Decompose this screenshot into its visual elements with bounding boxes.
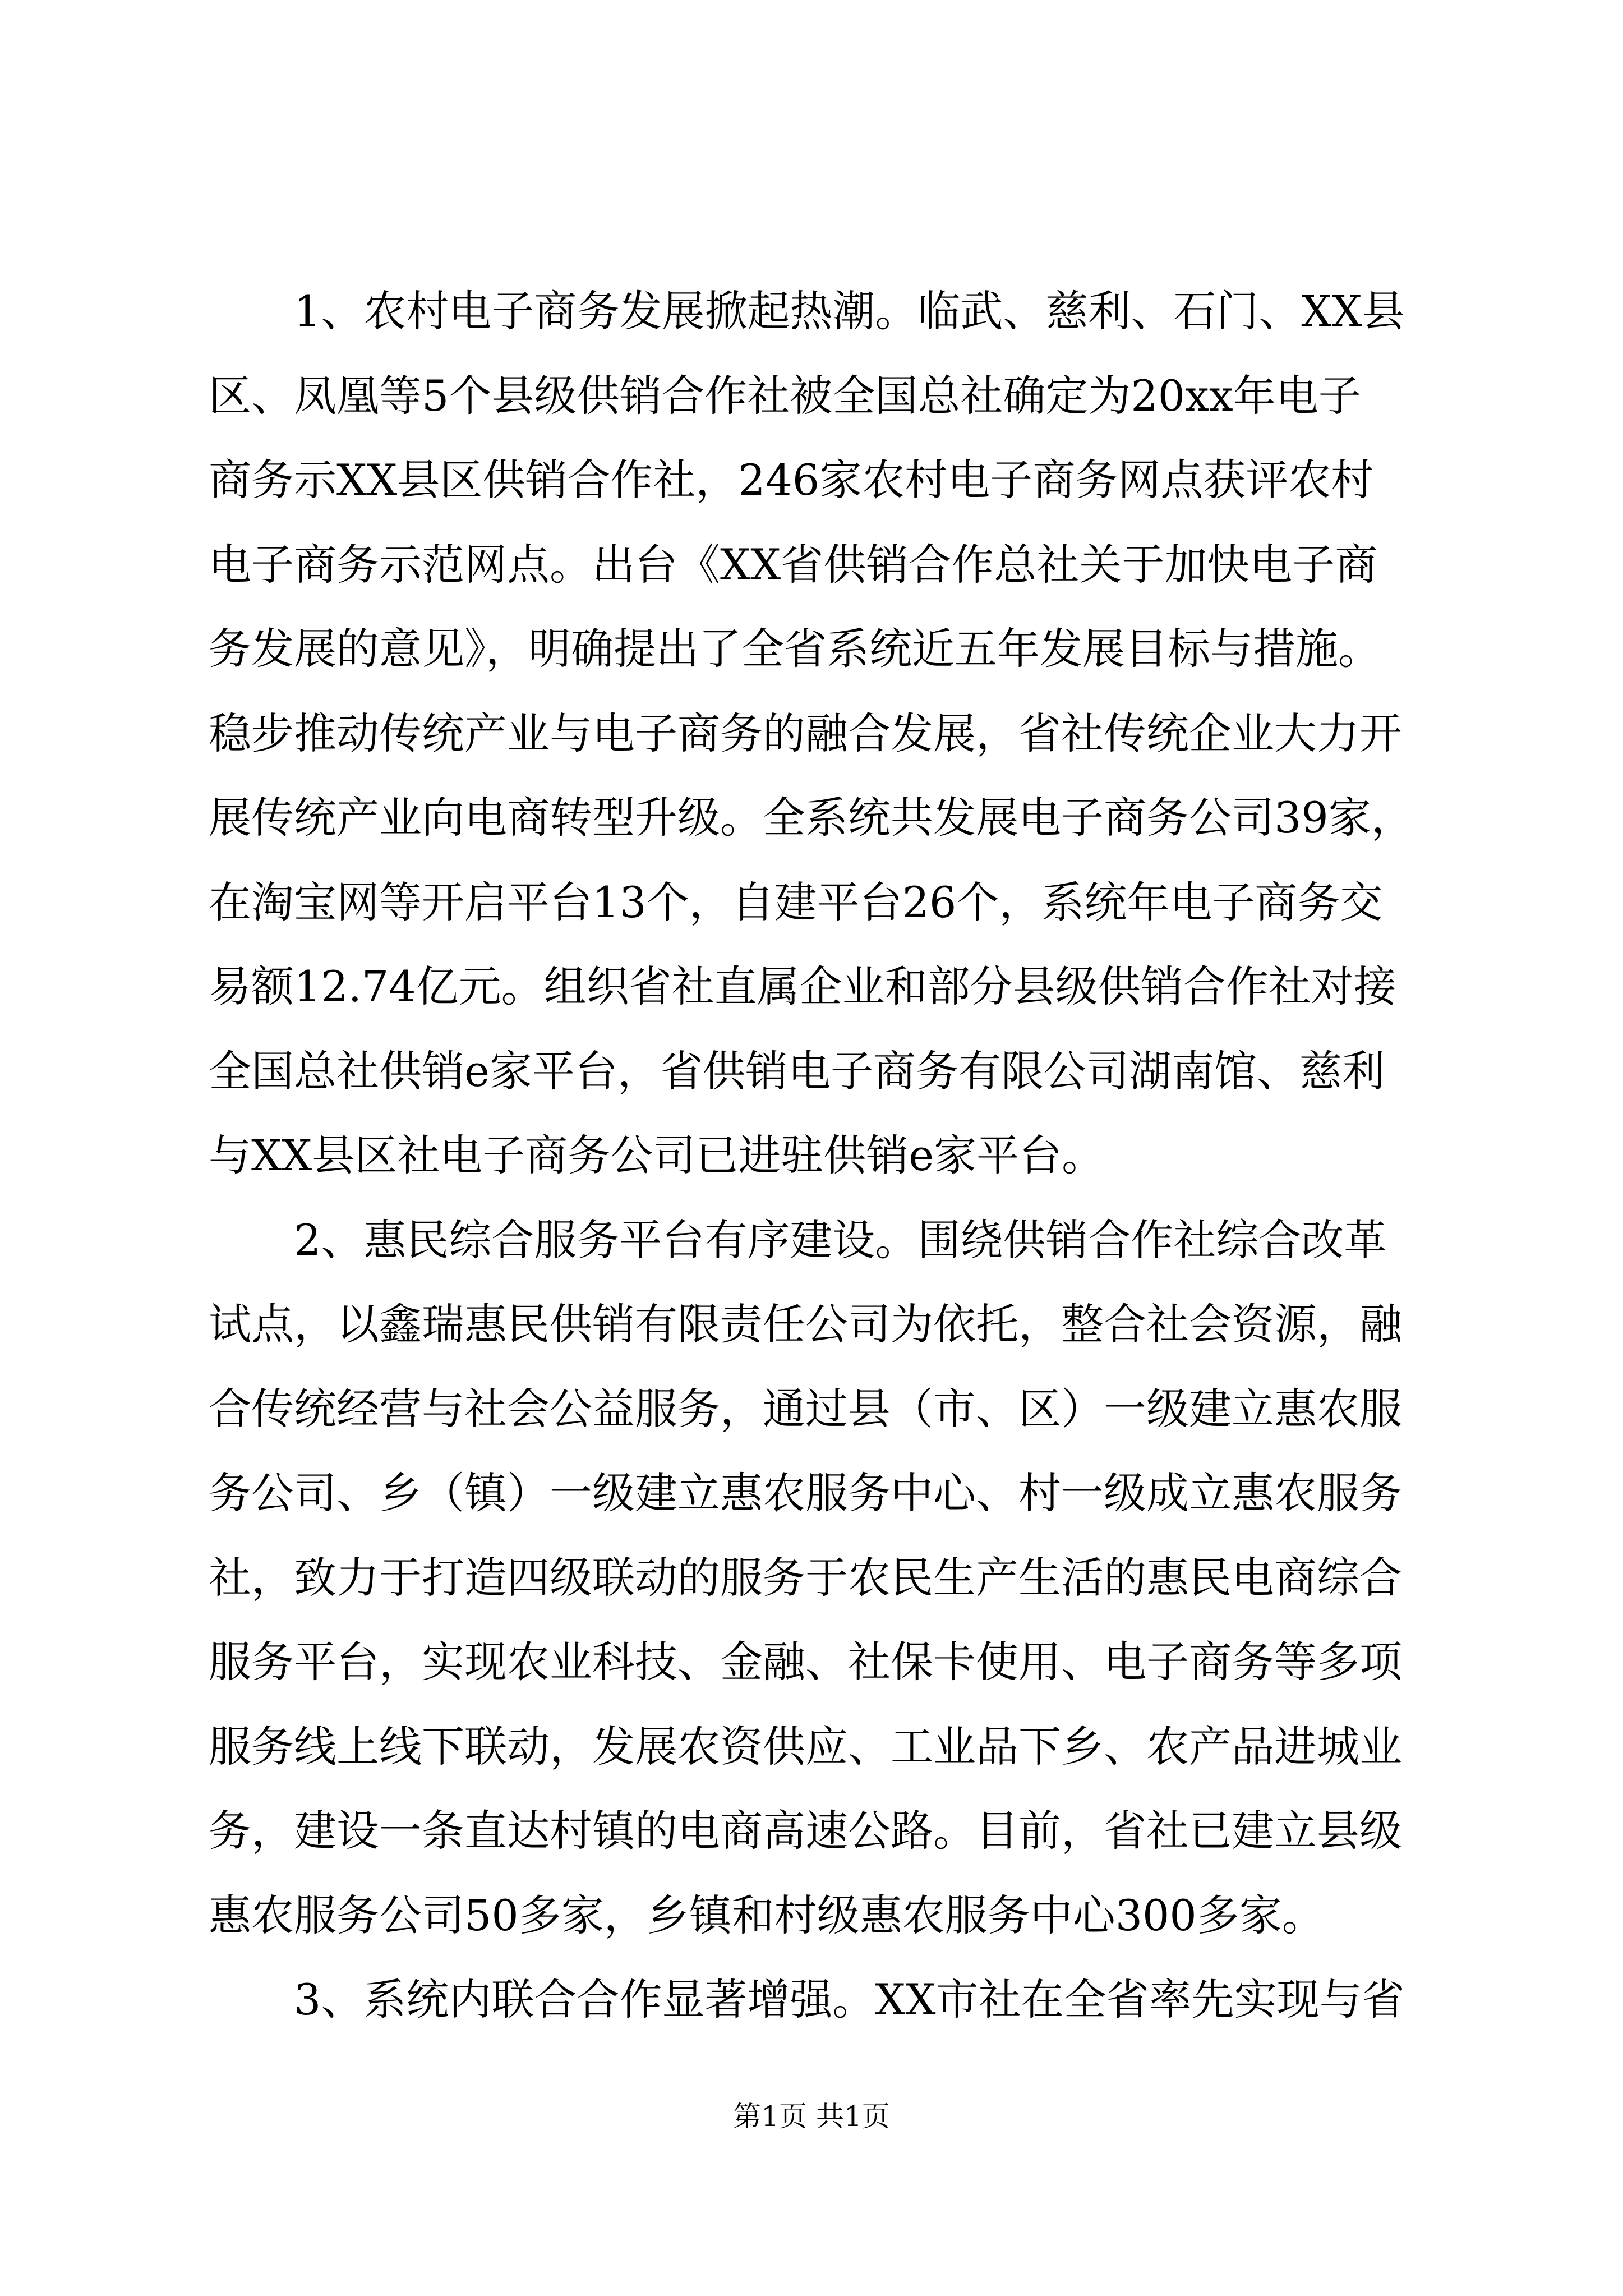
text-line: 3、系统内联合合作显著增强。XX市社在全省率先实现与省	[209, 1975, 1405, 2024]
text-line: 服务平台，实现农业科技、金融、社保卡使用、电子商务等多项	[209, 1637, 1402, 1687]
page-footer: 第1页 共1页	[733, 2100, 890, 2133]
text-line: 展传统产业向电商转型升级。全系统共发展电子商务公司39家，	[209, 793, 1414, 843]
text-line: 电子商务示范网点。出台《XX省供销合作总社关于加快电子商	[209, 539, 1378, 590]
text-line: 服务线上线下联动，发展农资供应、工业品下乡、农产品进城业	[209, 1721, 1402, 1772]
text-line: 2、惠民综合服务平台有序建设。围绕供销合作社综合改革	[209, 1214, 1387, 1265]
text-line: 合传统经营与社会公益服务，通过县（市、区）一级建立惠农服	[209, 1383, 1402, 1434]
text-line: 惠农服务公司50多家，乡镇和村级惠农服务中心300多家。	[209, 1890, 1325, 1940]
text-line: 全国总社供销e家平台，省供销电子商务有限公司湖南馆、慈利	[209, 1046, 1385, 1096]
text-line: 与XX县区社电子商务公司已进驻供销e家平台。	[209, 1130, 1105, 1180]
text-line: 区、凤凰等5个县级供销合作社被全国总社确定为20xx年电子	[209, 370, 1361, 421]
text-line: 易额12.74亿元。组织省社直属企业和部分县级供销合作社对接	[209, 961, 1396, 1011]
body-text	[209, 269, 1431, 2042]
text-line: 务公司、乡（镇）一级建立惠农服务中心、村一级成立惠农服务	[209, 1468, 1402, 1518]
text-line: 稳步推动传统产业与电子商务的融合发展，省社传统企业大力开	[209, 708, 1402, 758]
text-line: 商务示XX县区供销合作社，246家农村电子商务网点获评农村	[209, 455, 1374, 505]
text-line: 社，致力于打造四级联动的服务于农民生产生活的惠民电商综合	[209, 1552, 1402, 1603]
text-line: 务，建设一条直达村镇的电商高速公路。目前，省社已建立县级	[209, 1806, 1402, 1856]
text-line: 务发展的意见》，明确提出了全省系统近五年发展目标与措施。	[209, 624, 1381, 674]
text-line: 在淘宝网等开启平台13个，自建平台26个，系统年电子商务交	[209, 877, 1383, 927]
text-line: 1、农村电子商务发展掀起热潮。临武、慈利、石门、XX县	[209, 286, 1405, 336]
text-line: 试点，以鑫瑞惠民供销有限责任公司为依托，整合社会资源，融	[209, 1299, 1402, 1349]
